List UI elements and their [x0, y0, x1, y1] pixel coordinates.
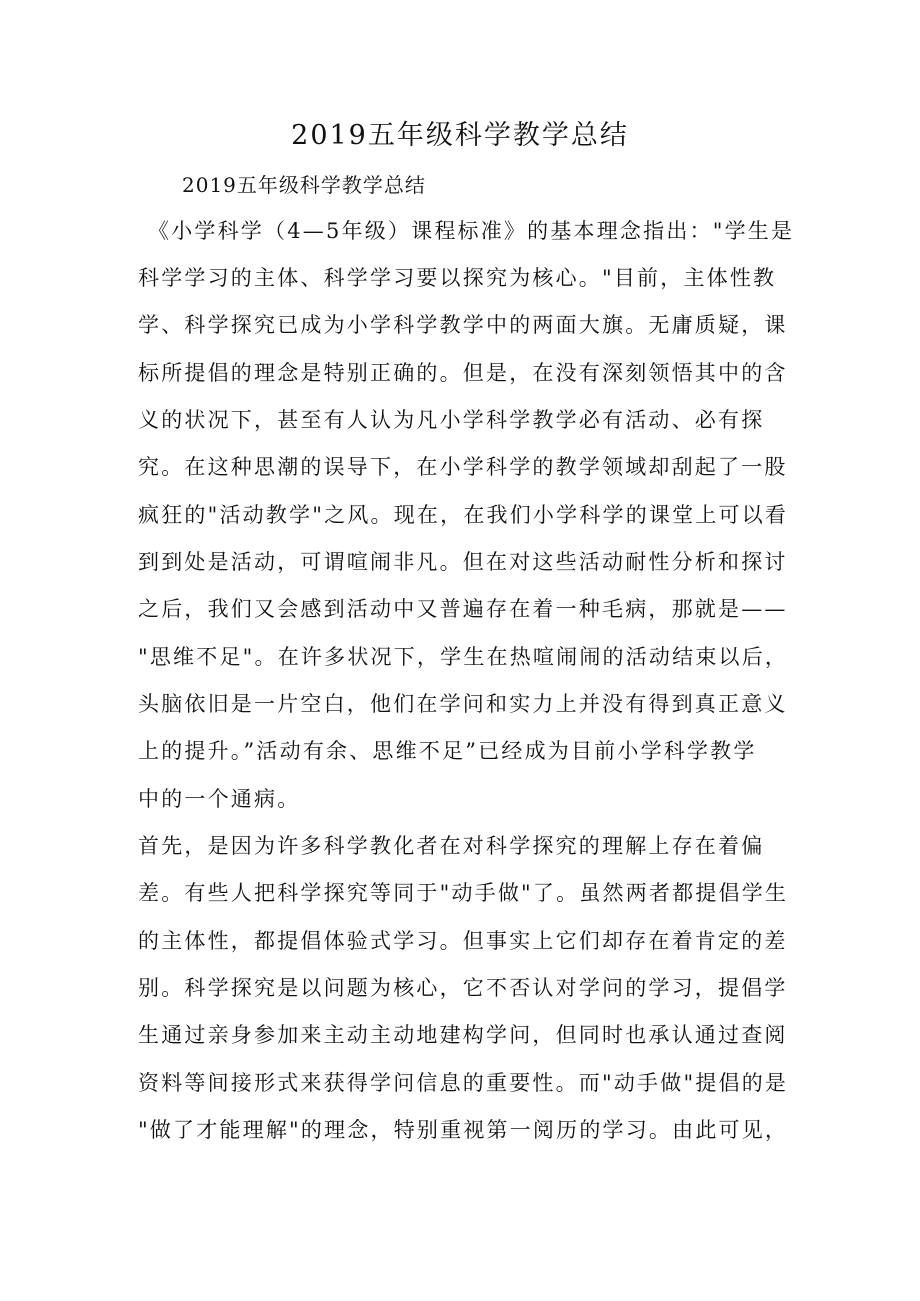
paragraph-line: 到到处是活动，可谓喧闹非凡。但在对这些活动耐性分析和探讨: [138, 550, 788, 574]
paragraph-line: "思维不足"。在许多状况下，学生在热喧闹闹的活动结束以后，: [138, 645, 789, 669]
paragraph-line: 上的提升。”活动有余、思维不足”已经成为目前小学科学教学: [138, 739, 757, 763]
paragraph-line: 中的一个通病。: [138, 787, 301, 811]
document-subtitle: 2019五年级科学教学总结: [182, 173, 426, 197]
paragraph-line: 之后，我们又会感到活动中又普遍存在着一种毛病，那就是——: [138, 597, 788, 621]
paragraph-line: 义的状况下，甚至有人认为凡小学科学教学必有活动、必有探: [138, 408, 765, 432]
paragraph-line: 头脑依旧是一片空白，他们在学问和实力上并没有得到真正意义: [138, 692, 788, 716]
paragraph-line: 标所提倡的理念是特别正确的。但是，在没有深刻领悟其中的含: [138, 361, 788, 385]
paragraph-line: 资料等间接形式来获得学问信息的重要性。而"动手做"提倡的是: [138, 1071, 789, 1095]
paragraph-line: 别。科学探究是以问题为核心，它不否认对学问的学习，提倡学: [138, 976, 788, 1000]
paragraph-line: 的主体性，都提倡体验式学习。但事实上它们却存在着肯定的差: [138, 929, 788, 953]
document-title: 2019五年级科学教学总结: [291, 120, 629, 151]
paragraph-line: 差。有些人把科学探究等同于"动手做"了。虽然两者都提倡学生: [138, 881, 789, 905]
paragraph-line: 疯狂的"活动教学"之风。现在，在我们小学科学的课堂上可以看: [138, 503, 789, 527]
paragraph-line: 科学学习的主体、科学学习要以探究为核心。"目前，主体性教: [138, 266, 777, 290]
paragraph-line: 学、科学探究已成为小学科学教学中的两面大旗。无庸质疑，课: [138, 313, 788, 337]
paragraph-line: 首先，是因为许多科学教化者在对科学探究的理解上存在着偏: [138, 834, 765, 858]
paragraph-line: 究。在这种思潮的误导下，在小学科学的教学领域却刮起了一股: [138, 455, 788, 479]
paragraph-line: 生通过亲身参加来主动主动地建构学问，但同时也承认通过查阅: [138, 1023, 788, 1047]
paragraph-line: "做了才能理解"的理念，特别重视第一阅历的学习。由此可见，: [138, 1118, 789, 1142]
paragraph-line: 《小学科学（4—5年级）课程标准》的基本理念指出："学生是: [148, 219, 795, 243]
